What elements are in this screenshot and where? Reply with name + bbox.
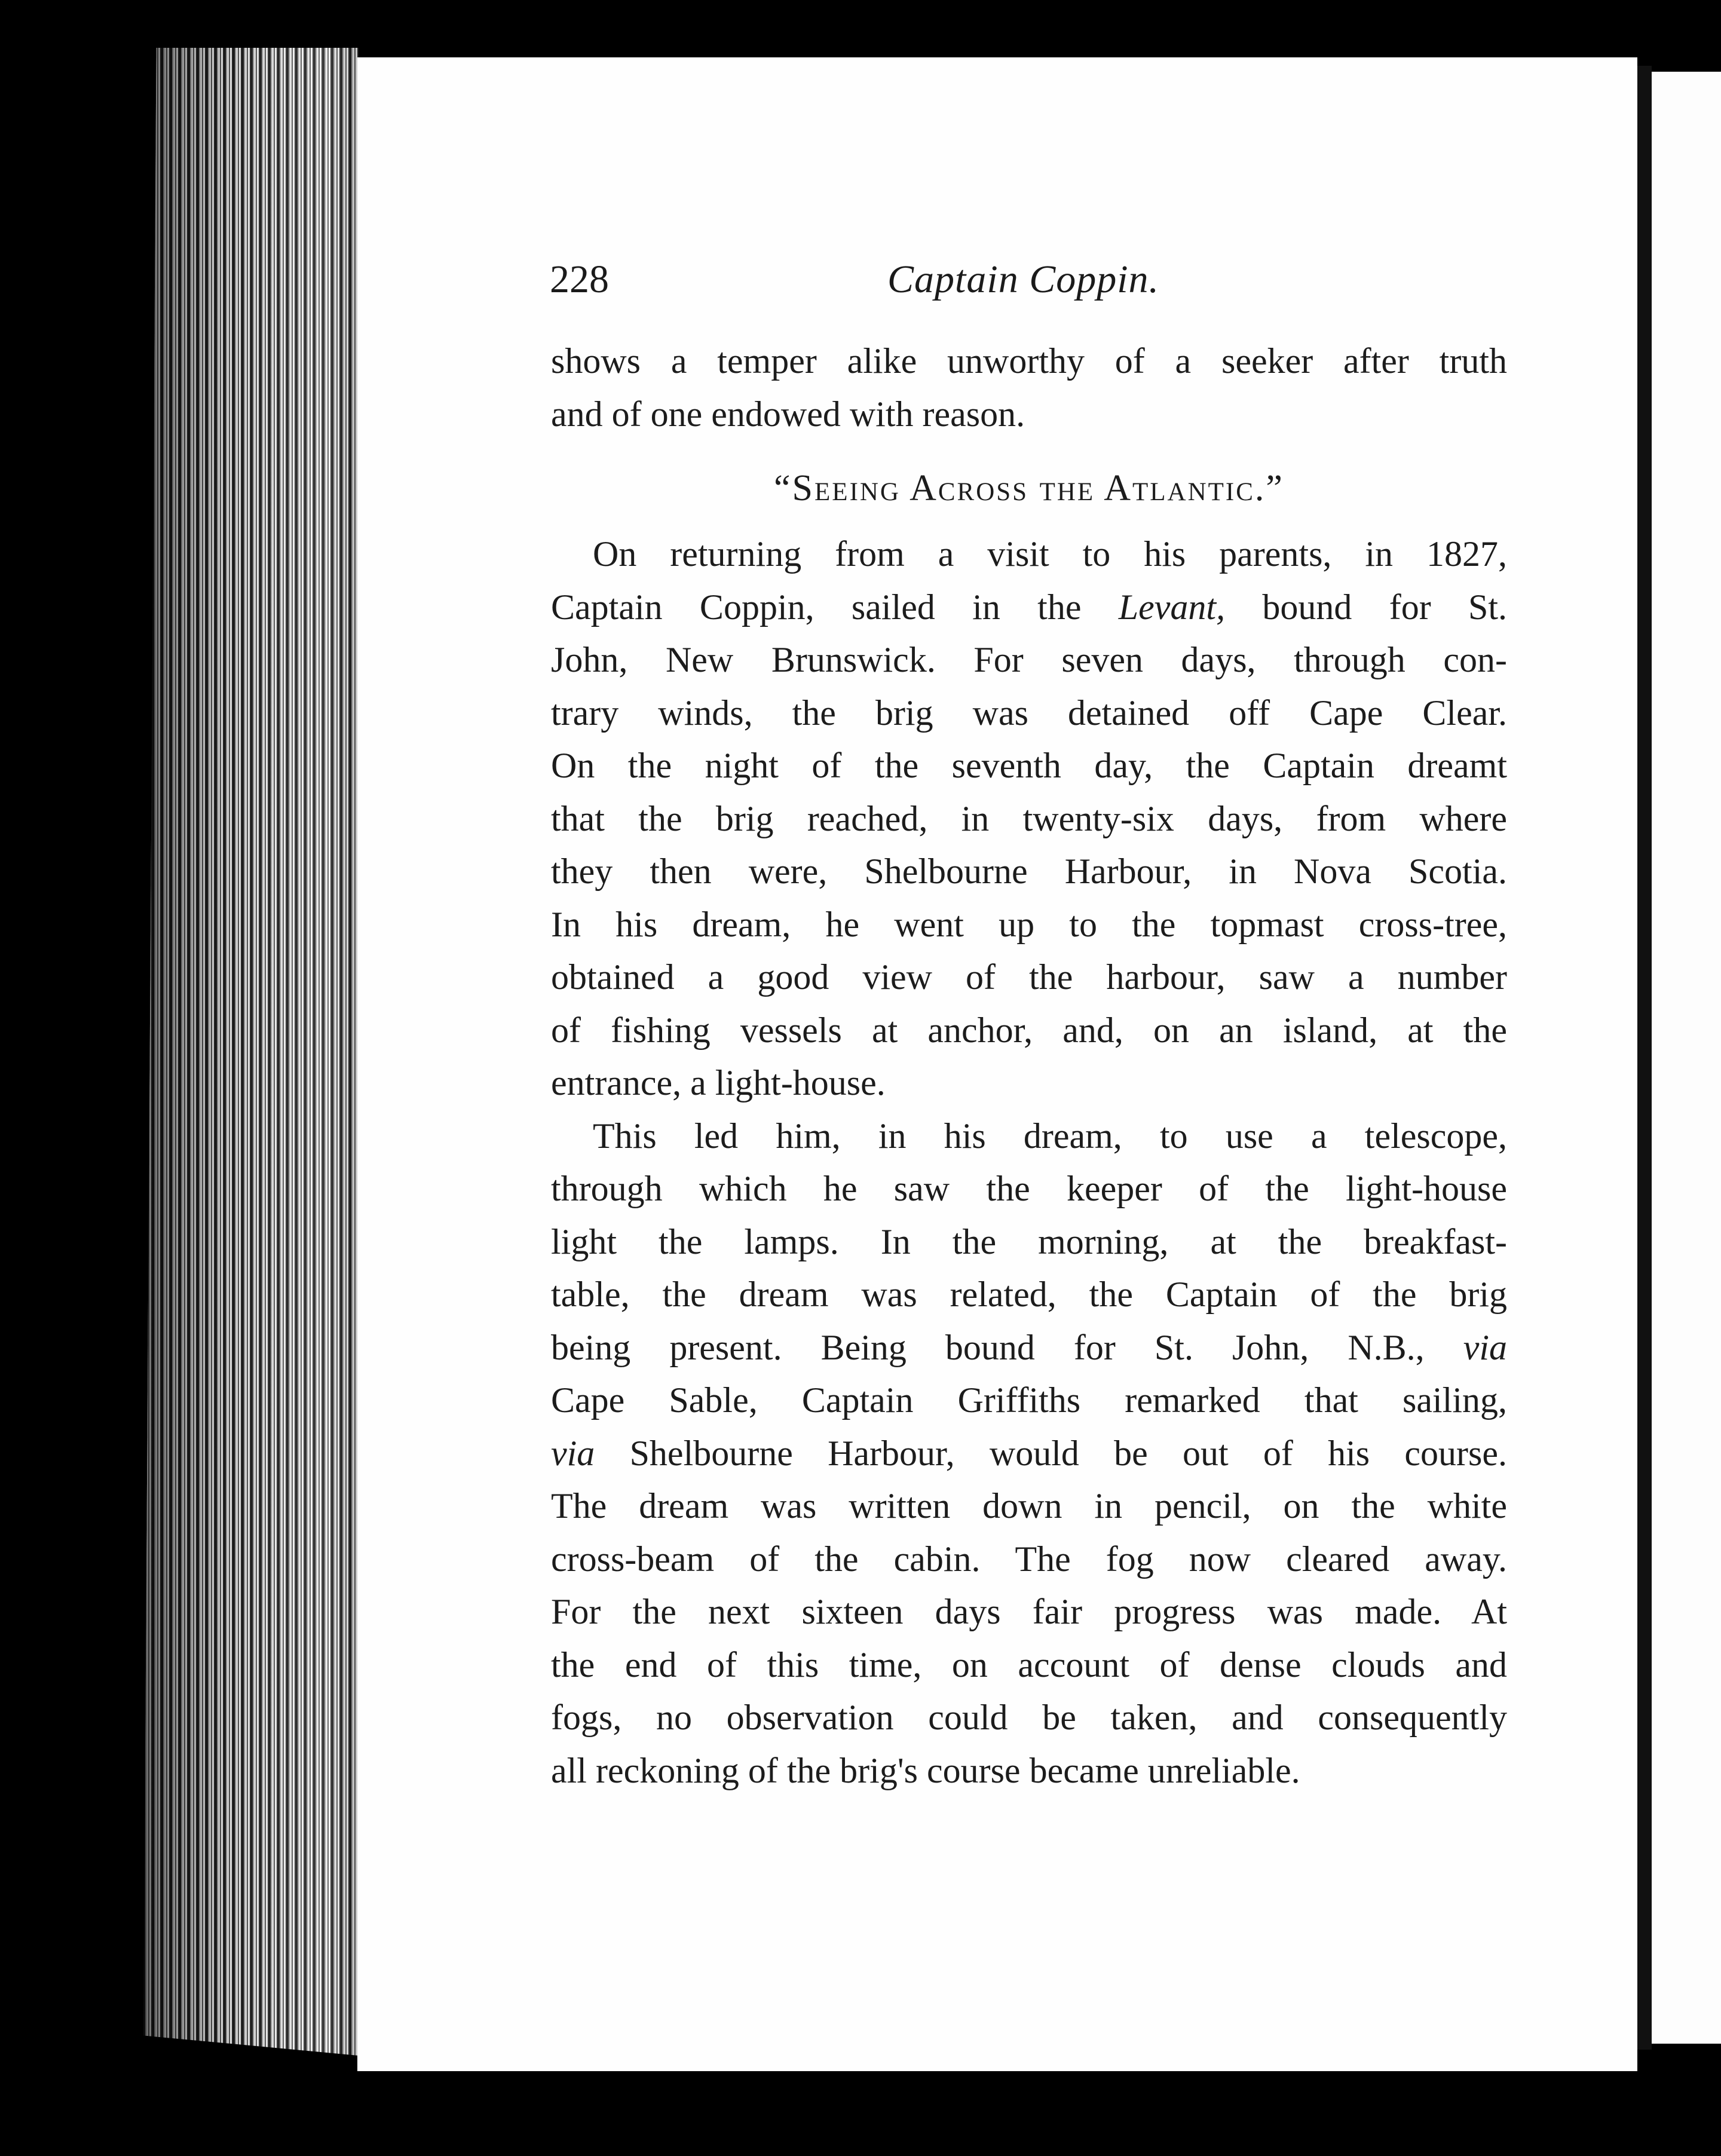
text-line: On the night of the seventh day, the Captain dreamt — [551, 746, 1507, 785]
text-line: and of one endowed with reason. — [551, 394, 1025, 434]
ship-name: Levant, — [1118, 587, 1226, 627]
text-line: cross-beam of the cabin. The fog now cleared away. — [551, 1539, 1507, 1579]
facing-page-edge — [1652, 72, 1721, 2044]
text-line: shows a temper alike unworthy of a seeker after truth — [551, 341, 1507, 381]
italic-via: via — [1463, 1327, 1507, 1367]
text-line: all reckoning of the brig's course became unreliable. — [551, 1750, 1300, 1790]
text-line: they then were, Shelbourne Harbour, in Nova Scotia. — [551, 852, 1507, 891]
text-line: entrance, a light-house. — [551, 1063, 886, 1102]
page-edge-shadow — [143, 48, 359, 2056]
text-line: obtained a good view of the harbour, saw a number — [551, 957, 1507, 997]
text-line: John, New Brunswick. For seven days, through con- — [551, 640, 1507, 679]
running-head — [550, 257, 1171, 317]
section-heading: “Seeing Across the Atlantic.” — [774, 468, 1284, 509]
text-line: The dream was written down in pencil, on the white — [551, 1486, 1507, 1526]
text-line: For the next sixteen days fair progress was made. At — [551, 1592, 1507, 1631]
running-head-title: Captain Coppin. — [887, 258, 1160, 301]
text-line: trary winds, the brig was detained off Cape Clear. — [551, 693, 1507, 733]
text-line: via Shelbourne Harbour, would be out of his course. — [551, 1433, 1507, 1473]
text-line: light the lamps. In the morning, at the breakfast- — [551, 1221, 1507, 1261]
page-body — [551, 335, 1507, 1797]
text-line: Cape Sable, Captain Griffiths remarked that sailing, — [551, 1380, 1507, 1420]
text-line: table, the dream was related, the Captain of the brig — [551, 1275, 1507, 1314]
text-line: On returning from a visit to his parents, in 1827, — [593, 534, 1507, 574]
text-line: of fishing vessels at anchor, and, on an island, at the — [551, 1010, 1507, 1050]
text-line: through which he saw the keeper of the light-house — [551, 1169, 1507, 1208]
text-line: In his dream, he went up to the topmast cross-tree, — [551, 904, 1507, 944]
text-line: being present. Being bound for St. John, N.B., via — [551, 1327, 1507, 1367]
text-line: the end of this time, on account of dense clouds and — [551, 1644, 1507, 1685]
italic-via: via — [551, 1433, 595, 1473]
page-number: 228 — [550, 258, 609, 301]
text-line: fogs, no observation could be taken, and consequently — [551, 1698, 1507, 1737]
text-line: Captain Coppin, sailed in the Levant, bound for St. — [551, 587, 1507, 627]
text-line: that the brig reached, in twenty-six days, from where — [551, 798, 1507, 838]
book-gutter — [1637, 66, 1652, 2050]
text-line: This led him, in his dream, to use a telescope, — [593, 1116, 1507, 1156]
